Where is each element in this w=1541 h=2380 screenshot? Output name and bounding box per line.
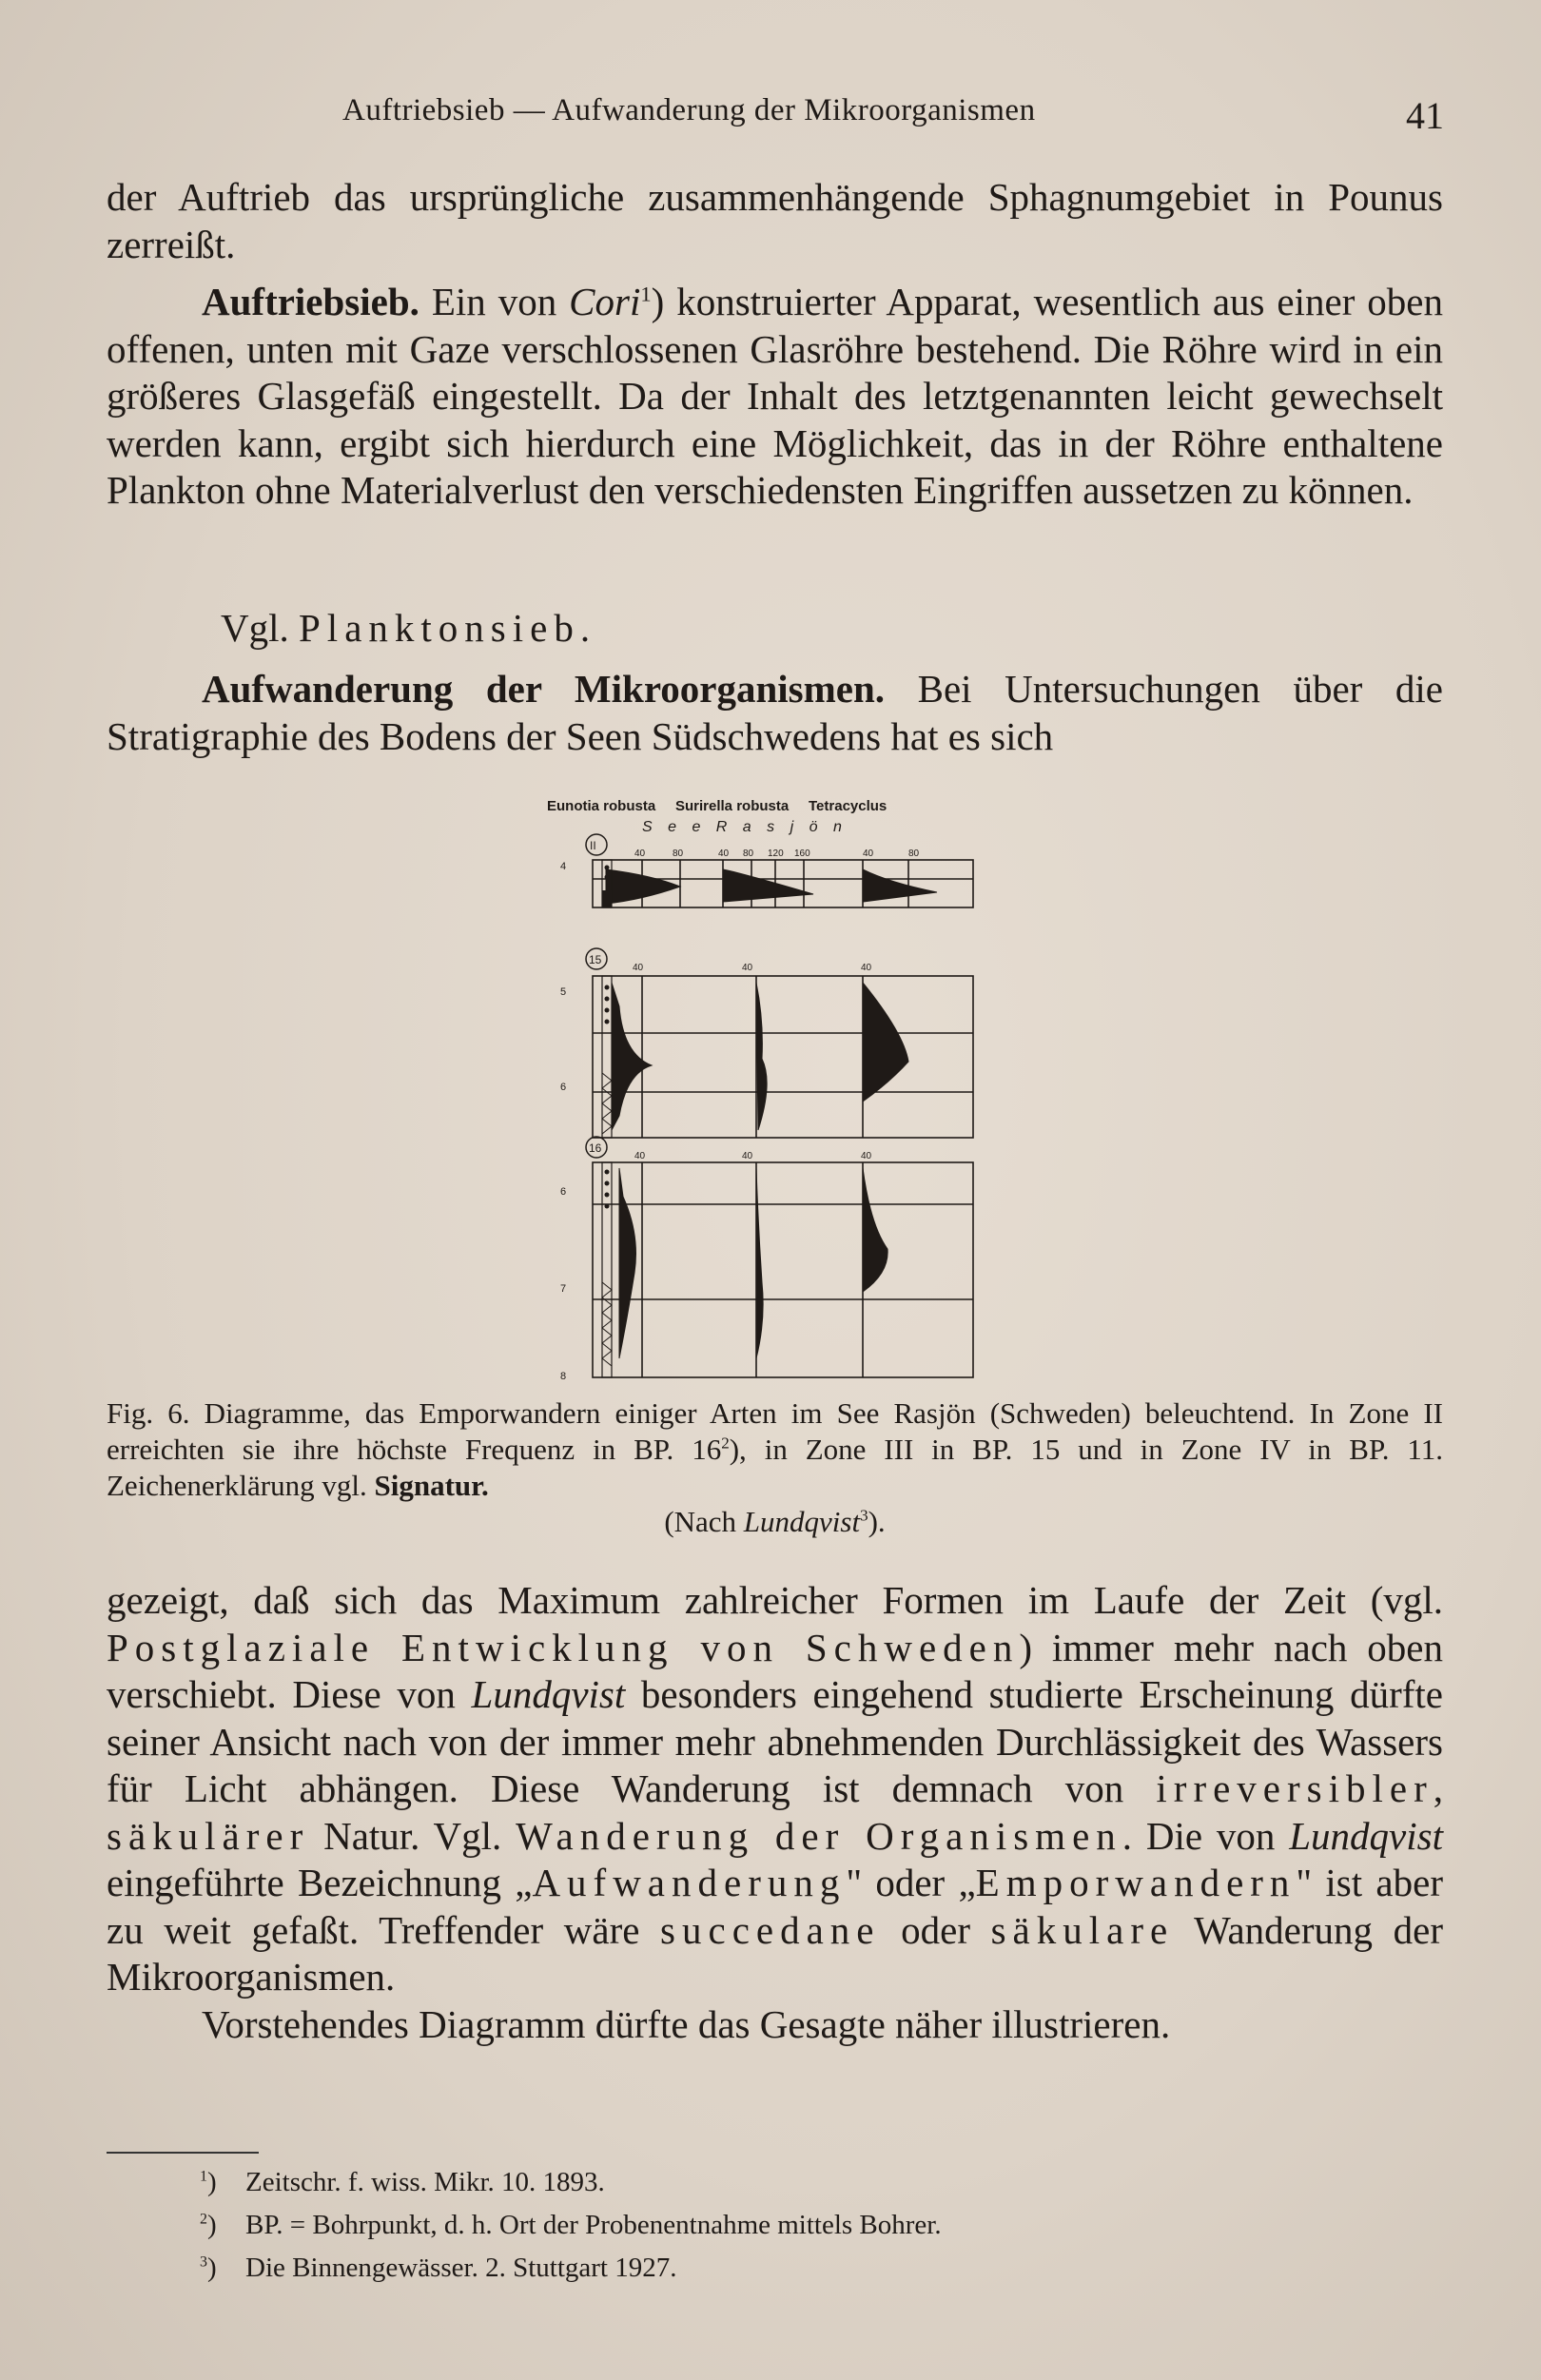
caption-author: Lundqvist: [743, 1505, 861, 1538]
footnote-1: $^1$) Zeitschr. f. wiss. Mikr. 10. 1893.: [200, 2167, 605, 2197]
footnotes: [200, 2161, 942, 2290]
para5-t4: ,: [1433, 1766, 1443, 1810]
para4-text: Bei Untersuchungen über die Stratigraphie des Bodens der Seen Südschwedens hat es sich: [107, 667, 1443, 758]
caption-nach: (Nach: [664, 1505, 744, 1538]
para5-t11: Wanderung der Mikroorganismen.: [107, 1907, 1443, 1999]
paragraph-wanderung: [107, 1577, 1443, 2048]
curve-surirella-ii: [723, 869, 813, 902]
footnote-text: BP. = Bohrpunkt, d. h. Ort der Probenentnahme mittels Bohrer.: [245, 2210, 942, 2240]
zone-marker-ii: [586, 834, 607, 855]
tick-label: 40: [634, 1151, 646, 1161]
footnote-text: Zeitschr. f. wiss. Mikr. 10. 1893.: [245, 2167, 605, 2197]
term-succedane: succedane: [660, 1907, 881, 1952]
panel-zone-15: [593, 976, 973, 1138]
lake-label: S e e R a s j ö n: [642, 819, 848, 835]
footnote-ref-1: 1: [640, 282, 652, 306]
para5-t8: " oder „: [846, 1861, 976, 1904]
curve-surirella-16: [756, 1168, 763, 1358]
term-emporwandern-quote: Emporwandern: [975, 1861, 1297, 1904]
para1-text: der Auftrieb das ursprüngliche zusammenhängende Sphagnumgebiet in Pounus zerreißt.: [107, 175, 1443, 266]
vgl-text: Vgl.: [221, 606, 299, 650]
running-header: Auftriebsieb — Aufwanderung der Mikroorganismen: [342, 93, 1036, 127]
zone-label-16: 16: [589, 1141, 602, 1155]
paragraph-aufwanderung: [107, 666, 1443, 760]
curve-eunotia-16: [619, 1168, 636, 1358]
tick-label: 160: [794, 849, 810, 859]
caption-line2: ), in Zone III in BP. 15 und in Zone IV in BP. 11. Zeichenerklärung vgl.: [107, 1433, 1444, 1502]
para2-t1: Ein von: [419, 280, 570, 323]
tick-label: 80: [743, 849, 754, 859]
zone-marker-15: [586, 948, 607, 969]
caption-line1: Fig. 6. Diagramme, das Emporwandern einiger Arten im See Rasjön (Schweden) beleuchtend. In Zone II erreichten sie ihre höchste Frequenz in BP. 16: [107, 1396, 1443, 1466]
tick-label: 40: [718, 849, 730, 859]
depth-label: 7: [560, 1283, 567, 1295]
paragraph-vgl: [107, 605, 1443, 653]
curve-tetracyclus-15: [863, 983, 908, 1102]
page-number: 41: [1406, 94, 1444, 137]
species-label-surirella: Surirella robusta: [675, 798, 790, 814]
footnote-3: $^3$) Die Binnengewässer. 2. Stuttgart 1927.: [200, 2253, 677, 2283]
para5-t9: " ist aber zu weit gefaßt. Treffender wäre: [107, 1861, 1443, 1952]
depth-label: 8: [560, 1371, 567, 1382]
para5-t5: Natur. Vgl.: [309, 1813, 517, 1858]
tick-label: 80: [673, 849, 684, 859]
depth-label: 5: [560, 986, 567, 998]
zone-marker-16: [586, 1137, 607, 1158]
footnote-number: 1: [200, 2168, 207, 2185]
depth-label: 6: [560, 1186, 567, 1198]
cross-ref-wanderung: Wanderung der Organismen: [516, 1813, 1122, 1858]
curve-eunotia-ii: [606, 869, 680, 904]
term-auftriebsieb: Auftriebsieb.: [202, 280, 419, 323]
footnote-rule: [107, 2152, 259, 2154]
para5-t3: besonders eingehend studierte Erscheinung dürfte seiner Ansicht nach von der immer mehr abnehmenden Durchlässigkeit des Wassers für Licht abhängen. Diese Wanderung ist demnach von: [107, 1672, 1443, 1810]
para5-t1: gezeigt, daß sich das Maximum zahlreicher Formen im Laufe der Zeit (vgl.: [107, 1578, 1443, 1622]
tick-label: 40: [742, 1151, 753, 1161]
caption-end: ).: [868, 1505, 886, 1538]
zone-label-15: 15: [589, 953, 602, 966]
curve-tetracyclus-ii: [863, 869, 937, 902]
tick-label: 40: [633, 963, 644, 973]
curve-tetracyclus-16: [863, 1168, 888, 1292]
cross-ref-postglaziale: Postglaziale Entwicklung von Schweden: [107, 1625, 1020, 1669]
depth-label: 6: [560, 1082, 567, 1093]
author-cori: Cori: [569, 280, 641, 323]
cross-ref-planktonsieb: Planktonsieb.: [299, 606, 597, 650]
term-saekulaerer: säkulärer: [107, 1813, 310, 1858]
tick-label: 120: [768, 849, 784, 859]
figure-caption: [107, 1395, 1443, 1540]
curve-eunotia-15: [612, 983, 652, 1130]
para2-t2: ) konstruierter Apparat, wesentlich aus einer oben offenen, unten mit Gaze verschlossenen Glasröhre bestehend. Die Röhre wird in ein größeres Glasgefäß eingestellt. Da der Inhalt des letztgenannten leicht gewechselt werden kann, ergibt sich hierdurch eine Möglichkeit, das in der Röhre enthaltene Plankton ohne Materialverlust den verschiedensten Eingriffen aussetzen zu können.: [107, 280, 1444, 512]
paragraph-auftriebsieb: [107, 279, 1443, 515]
term-saekulare: säkulare: [990, 1907, 1175, 1952]
tick-label: 40: [742, 963, 753, 973]
author-lundqvist-2: Lundqvist: [1289, 1813, 1443, 1858]
footnote-ref-2: 2: [721, 1434, 730, 1453]
tick-label: 80: [908, 849, 920, 859]
footnote-2: $^2$) BP. = Bohrpunkt, d. h. Ort der Probenentnahme mittels Bohrer.: [200, 2210, 942, 2240]
footnote-text: Die Binnengewässer. 2. Stuttgart 1927.: [245, 2253, 677, 2283]
species-label-eunotia: Eunotia robusta: [547, 798, 656, 814]
tick-label: 40: [861, 1151, 872, 1161]
curve-surirella-15: [756, 983, 767, 1130]
para5-t7: eingeführte Bezeichnung „: [107, 1861, 533, 1904]
term-irreversibler: irreversibler: [1156, 1766, 1434, 1810]
author-lundqvist: Lundqvist: [471, 1672, 626, 1716]
footnote-number: 3: [200, 2253, 207, 2271]
footnote-ref-3: 3: [860, 1506, 868, 1525]
term-aufwanderung-quote: Aufwanderung: [532, 1861, 847, 1904]
paragraph-sphagnum: [107, 174, 1443, 268]
footnote-number: 2: [200, 2211, 207, 2228]
para6-text: Vorstehendes Diagramm dürfte das Gesagte näher illustrieren.: [202, 2001, 1171, 2046]
depth-label: 4: [560, 861, 567, 872]
tick-label: 40: [861, 963, 872, 973]
para5-t10: oder: [880, 1907, 991, 1952]
para5-t6: . Die von: [1122, 1813, 1290, 1858]
zone-label-ii: II: [590, 839, 596, 852]
tick-label: 40: [634, 849, 646, 859]
cross-ref-signatur: Signatur.: [374, 1469, 489, 1502]
tick-label: 40: [863, 849, 874, 859]
stratigraphy-diagram: [528, 788, 1023, 1396]
para5-t2: ) immer mehr nach oben verschiebt. Diese von: [107, 1625, 1443, 1716]
term-aufwanderung: Aufwanderung der Mikroorganismen.: [202, 667, 886, 711]
species-label-tetracyclus: Tetracyclus: [809, 798, 888, 814]
panel-zone-16: [593, 1162, 973, 1377]
